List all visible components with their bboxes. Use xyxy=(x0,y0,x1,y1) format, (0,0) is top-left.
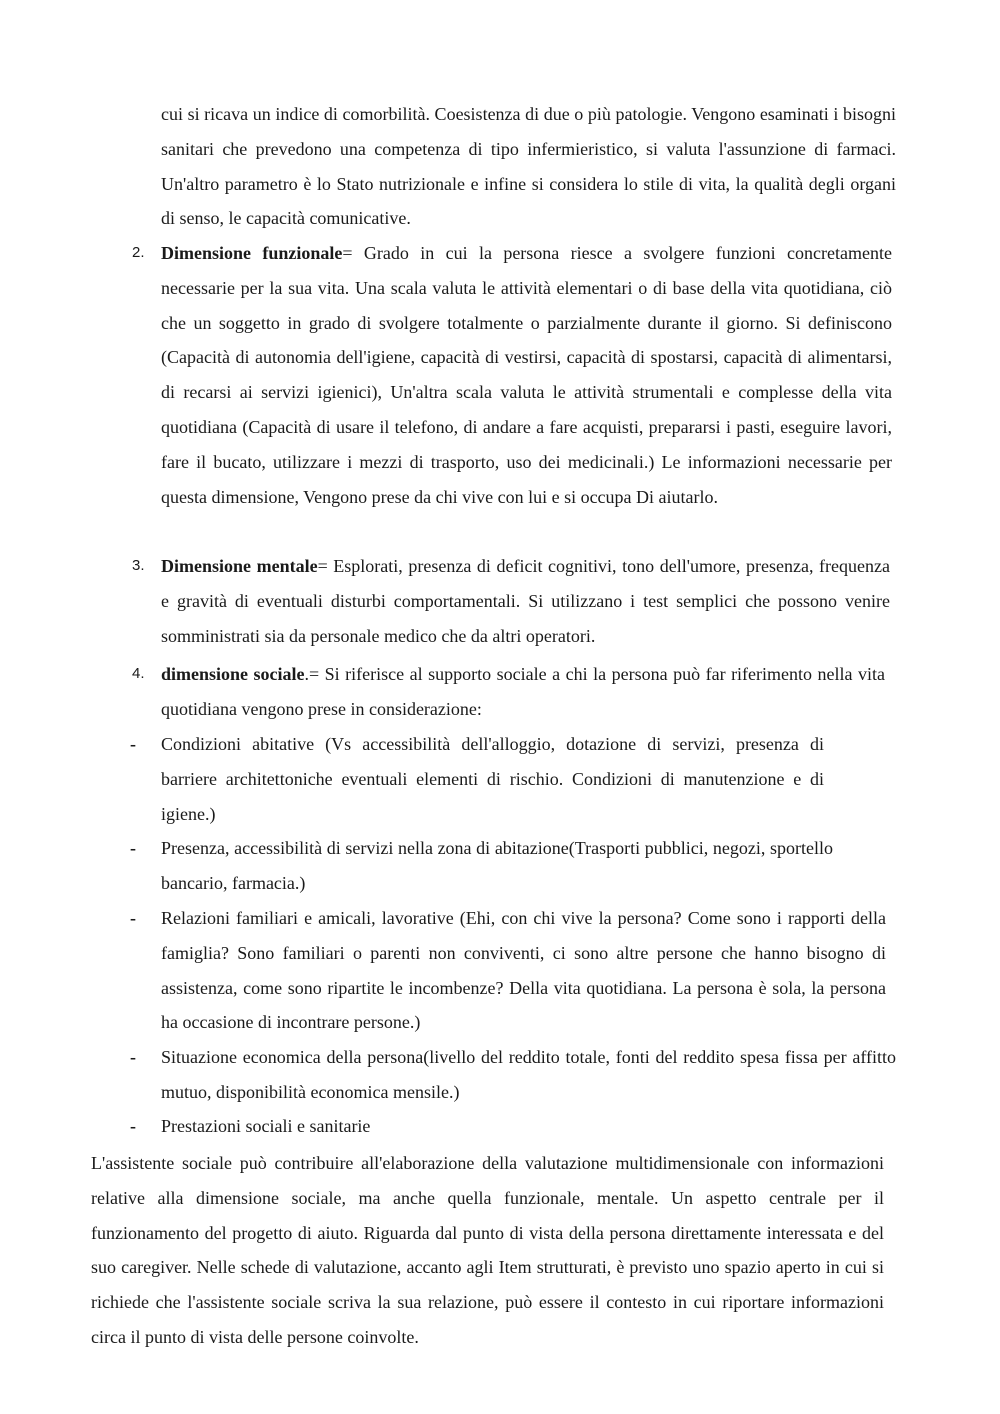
list-number-2: 2. xyxy=(132,244,145,261)
item-text: = Esplorati, presenza di deficit cognitivi, tono dell'umore, presenza, frequenza e gravità di eventuali disturbi comportamentali. Si utilizzano i test semplici che possono venire somministrati sia da personale medico che da altri operatori. xyxy=(161,556,890,646)
bullet-item-relazioni: Relazioni familiari e amicali, lavorative (Ehi, con chi vive la persona? Come sono i rapporti della famiglia? Sono familiari o parenti non conviventi, ci sono altre persone che hanno bisogno di assistenza, come sono ripartite le incombenze? Della vita quotidiana. La persona è sola, la persona ha occasione di incontrare persone.) xyxy=(161,908,886,1033)
bullet-item-situazione-economica: Situazione economica della persona(livello del reddito totale, fonti del reddito spesa fissa per affitto mutuo, disponibilità economica mensile.) xyxy=(161,1047,896,1102)
term-dimensione-funzionale: Dimensione funzionale xyxy=(161,243,343,263)
bullet-marker: - xyxy=(130,908,136,928)
bullet-marker: - xyxy=(130,838,136,858)
list-item-dimensione-funzionale xyxy=(161,236,892,514)
bullet-marker: - xyxy=(130,1047,136,1067)
list-item-dimensione-mentale xyxy=(161,549,890,653)
item-text: = Grado in cui la persona riesce a svolgere funzioni concretamente necessarie per la sua vita. Una scala valuta le attività elementari o di base della vita quotidiana, ciò che un soggetto in grado di svolgere totalmente o parzialmente durante il giorno. Si definiscono (Capacità di autonomia dell'igiene, capacità di vestirsi, capacità di spostarsi, capacità di alimentarsi, di recarsi ai servizi igienici), Un'altra scala valuta le attività strumentali e complesse della vita quotidiana (Capacità di usare il telefono, di andare a fare acquisti, prepararsi i pasti, eseguire lavori, fare il bucato, utilizzare i mezzi di trasporto, uso dei medicinali.) Le informazioni necessarie per questa dimensione, Vengono prese da chi vive con lui e si occupa Di aiutarlo. xyxy=(161,243,892,507)
intro-paragraph: cui si ricava un indice di comorbilità. Coesistenza di due o più patologie. Vengono esaminati i bisogni sanitari che prevedono una competenza di tipo infermieristico, si valuta l'assunzione di farmaci. Un'altro parametro è lo Stato nutrizionale e infine si considera lo stile di vita, la qualità degli organi di senso, le capacità comunicative. xyxy=(161,104,896,229)
bullet-item-prestazioni: Prestazioni sociali e sanitarie xyxy=(161,1116,371,1136)
term-dimensione-sociale: dimensione sociale xyxy=(161,664,305,684)
list-item-dimensione-sociale xyxy=(161,657,885,727)
item-text: .= Si riferisce al supporto sociale a chi la persona può far riferimento nella vita quotidiana vengono prese in considerazione: xyxy=(161,664,886,719)
final-paragraph: L'assistente sociale può contribuire all'elaborazione della valutazione multidimensionale con informazioni relative alla dimensione sociale, ma anche quella funzionale, mentale. Un aspetto centrale per il funzionamento del progetto di aiuto. Riguarda dal punto di vista della persona direttamente interessata e del suo caregiver. Nelle schede di valutazione, accanto agli Item strutturati, è previsto uno spazio aperto in cui si richiede che l'assistente sociale scriva la sua relazione, può essere il contesto in cui riportare informazioni circa il punto di vista delle persone coinvolte. xyxy=(91,1153,884,1347)
list-number-3: 3. xyxy=(132,557,145,574)
bullet-marker: - xyxy=(130,1116,136,1136)
term-dimensione-mentale: Dimensione mentale xyxy=(161,556,318,576)
list-number-4: 4. xyxy=(132,665,145,682)
bullet-marker: - xyxy=(130,734,136,754)
bullet-item-condizioni-abitative: Condizioni abitative (Vs accessibilità dell'alloggio, dotazione di servizi, presenza di barriere architettoniche eventuali elementi di rischio. Condizioni di manutenzione e di igiene.) xyxy=(161,734,824,824)
bullet-item-servizi-zona: Presenza, accessibilità di servizi nella zona di abitazione(Trasporti pubblici, negozi, sportello bancario, farmacia.) xyxy=(161,838,833,893)
